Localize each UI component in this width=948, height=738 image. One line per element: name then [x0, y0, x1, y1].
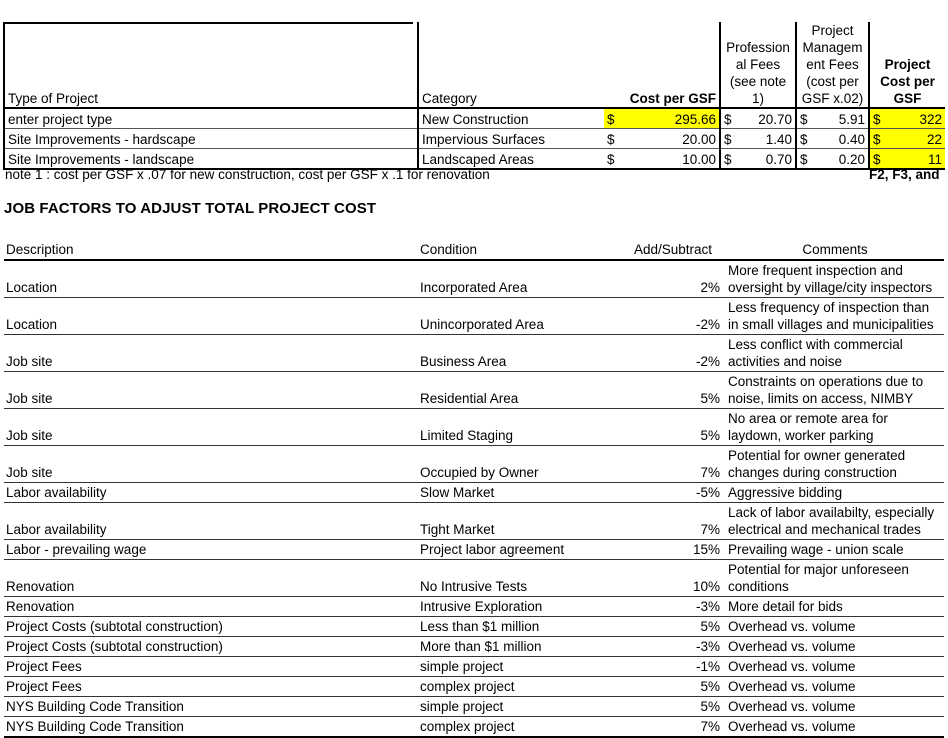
cell-description[interactable]: Labor - prevailing wage: [4, 540, 418, 560]
total-value: 322: [919, 112, 942, 127]
header-condition: Condition: [418, 237, 618, 260]
table-row[interactable]: [4, 560, 944, 597]
table-row[interactable]: [4, 409, 944, 446]
cell-type-of-project[interactable]: enter project type: [4, 108, 418, 129]
prof-value: 20.70: [758, 112, 792, 127]
pm-value: 0.40: [838, 132, 865, 147]
cell-comments[interactable]: Overhead vs. volume: [726, 617, 944, 637]
cell-comments[interactable]: No area or remote area for laydown, worker parking: [726, 409, 944, 446]
cell-description[interactable]: Project Costs (subtotal construction): [4, 637, 418, 657]
cell-condition[interactable]: simple project: [418, 697, 618, 717]
currency-symbol: $: [873, 152, 881, 167]
header-category: [418, 22, 604, 108]
total-line-2: Cost per: [880, 74, 935, 89]
cell-description[interactable]: Job site: [4, 446, 418, 483]
cell-description[interactable]: Renovation: [4, 597, 418, 617]
cell-add-subtract[interactable]: 7%: [618, 446, 726, 483]
cell-project-cost-per-gsf[interactable]: [869, 108, 945, 129]
pm-value: 5.91: [838, 112, 865, 127]
cell-cost-per-gsf[interactable]: [604, 149, 720, 170]
prof-line-2: al Fees: [735, 57, 781, 72]
cell-description[interactable]: Labor availability: [4, 503, 418, 540]
project-cost-table-container: [3, 22, 944, 170]
cell-category[interactable]: Landscaped Areas: [418, 149, 604, 170]
cell-add-subtract[interactable]: 10%: [618, 560, 726, 597]
cell-comments[interactable]: Constraints on operations due to noise, limits on access, NIMBY: [726, 372, 944, 409]
cell-comments[interactable]: Potential for major unforeseen conditions: [726, 560, 944, 597]
header-project-cost-per-gsf: [869, 22, 945, 108]
cell-condition[interactable]: complex project: [418, 677, 618, 697]
header-project-management-fees: [796, 22, 869, 108]
cell-add-subtract[interactable]: 5%: [618, 372, 726, 409]
total-value: 22: [926, 132, 942, 147]
cell-add-subtract[interactable]: 5%: [618, 617, 726, 637]
cell-condition[interactable]: No Intrusive Tests: [418, 560, 618, 597]
cell-category[interactable]: New Construction: [418, 108, 604, 129]
cell-comments[interactable]: Lack of labor availabilty, especially electrical and mechanical trades: [726, 503, 944, 540]
header-project-management-fees-lines: [800, 22, 865, 107]
currency-symbol: $: [607, 112, 615, 127]
cell-condition[interactable]: Occupied by Owner: [418, 446, 618, 483]
cell-project-management-fees[interactable]: [796, 129, 869, 149]
cell-comments[interactable]: Overhead vs. volume: [726, 677, 944, 697]
cell-description[interactable]: Job site: [4, 335, 418, 372]
cell-comments[interactable]: Overhead vs. volume: [726, 657, 944, 677]
pm-line-1: Project: [811, 23, 854, 38]
factors-header-row: [4, 237, 944, 260]
table-row[interactable]: [4, 697, 944, 717]
header-cost-per-gsf: [604, 22, 720, 108]
cell-condition[interactable]: Intrusive Exploration: [418, 597, 618, 617]
cell-description[interactable]: Job site: [4, 372, 418, 409]
cell-project-management-fees[interactable]: [796, 108, 869, 129]
cell-add-subtract[interactable]: -2%: [618, 335, 726, 372]
cell-comments[interactable]: Potential for owner generated changes during construction: [726, 446, 944, 483]
cell-comments[interactable]: More detail for bids: [726, 597, 944, 617]
cell-add-subtract[interactable]: 2%: [618, 260, 726, 298]
cell-project-management-fees[interactable]: [796, 149, 869, 170]
cell-description[interactable]: Location: [4, 260, 418, 298]
total-value: 11: [927, 152, 942, 167]
cell-condition[interactable]: More than $1 million: [418, 637, 618, 657]
cell-comments[interactable]: Overhead vs. volume: [726, 697, 944, 717]
table-row[interactable]: [4, 657, 944, 677]
cell-add-subtract[interactable]: 5%: [618, 677, 726, 697]
cell-add-subtract[interactable]: -3%: [618, 637, 726, 657]
cell-description[interactable]: Location: [4, 298, 418, 335]
table-row[interactable]: [4, 637, 944, 657]
currency-symbol: $: [873, 132, 881, 147]
cell-comments[interactable]: Less conflict with commercial activities and noise: [726, 335, 944, 372]
cell-condition[interactable]: Tight Market: [418, 503, 618, 540]
currency-symbol: $: [800, 112, 808, 127]
currency-symbol: $: [724, 152, 732, 167]
cell-description[interactable]: Project Costs (subtotal construction): [4, 617, 418, 637]
job-factors-table: [4, 237, 944, 738]
header-cost-per-gsf-label: Cost per GSF: [629, 91, 716, 106]
cell-condition[interactable]: Business Area: [418, 335, 618, 372]
table-row[interactable]: [4, 335, 944, 372]
cell-comments[interactable]: Overhead vs. volume: [726, 717, 944, 738]
cost-value: 10.00: [682, 152, 716, 167]
cell-description[interactable]: Project Fees: [4, 657, 418, 677]
header-professional-fees-lines: [724, 39, 792, 107]
project-cost-table: [3, 22, 945, 170]
header-project-cost-per-gsf-lines: [873, 56, 942, 107]
currency-symbol: $: [800, 152, 808, 167]
header-type-of-project-label: Type of Project: [8, 91, 99, 106]
cell-condition[interactable]: Slow Market: [418, 483, 618, 503]
header-add-subtract: Add/Subtract: [618, 237, 726, 260]
prof-line-4: 1): [751, 91, 764, 106]
cell-type-of-project[interactable]: Site Improvements - landscape: [4, 149, 418, 170]
cell-project-cost-per-gsf[interactable]: [869, 129, 945, 149]
currency-symbol: $: [607, 132, 615, 147]
currency-symbol: $: [607, 152, 615, 167]
header-category-label: Category: [422, 91, 477, 106]
cell-comments[interactable]: Less frequency of inspection than in small villages and municipalities: [726, 298, 944, 335]
cell-add-subtract[interactable]: 7%: [618, 503, 726, 540]
cell-add-subtract[interactable]: 7%: [618, 717, 726, 738]
cell-type-of-project[interactable]: Site Improvements - hardscape: [4, 129, 418, 149]
currency-symbol: $: [800, 132, 808, 147]
cell-condition[interactable]: complex project: [418, 717, 618, 738]
cell-professional-fees[interactable]: [720, 149, 796, 170]
table-row[interactable]: [4, 260, 944, 298]
cell-category[interactable]: Impervious Surfaces: [418, 129, 604, 149]
cell-condition[interactable]: simple project: [418, 657, 618, 677]
page-title: JOB FACTORS TO ADJUST TOTAL PROJECT COST: [4, 200, 377, 217]
pm-line-3: ent Fees: [806, 57, 859, 72]
cell-add-subtract[interactable]: -5%: [618, 483, 726, 503]
cell-description[interactable]: Labor availability: [4, 483, 418, 503]
header-type-of-project: [4, 22, 418, 108]
header-comments: Comments: [726, 237, 944, 260]
prof-line-3: (see note: [729, 74, 787, 89]
cell-project-cost-per-gsf[interactable]: [869, 149, 945, 170]
cell-add-subtract[interactable]: -1%: [618, 657, 726, 677]
pm-line-4: (cost per: [806, 74, 859, 89]
cell-condition[interactable]: Limited Staging: [418, 409, 618, 446]
pm-line-2: Managem: [802, 40, 863, 55]
cell-add-subtract[interactable]: -3%: [618, 597, 726, 617]
table-row[interactable]: [4, 503, 944, 540]
cell-description[interactable]: NYS Building Code Transition: [4, 697, 418, 717]
table-row[interactable]: [4, 298, 944, 335]
total-line-1: Project: [884, 57, 931, 72]
job-factors-table-container: [4, 237, 944, 738]
cell-comments[interactable]: More frequent inspection and oversight by village/city inspectors: [726, 260, 944, 298]
table-row[interactable]: [4, 149, 945, 170]
cell-condition[interactable]: Project labor agreement: [418, 540, 618, 560]
pm-value: 0.20: [838, 152, 865, 167]
header-professional-fees: [720, 22, 796, 108]
cell-description[interactable]: Renovation: [4, 560, 418, 597]
cell-cost-per-gsf[interactable]: [604, 108, 720, 129]
cell-add-subtract[interactable]: 5%: [618, 409, 726, 446]
factors-table-body: [4, 260, 944, 737]
currency-symbol: $: [724, 132, 732, 147]
table-row[interactable]: [4, 446, 944, 483]
pm-line-5: GSF x.02): [801, 91, 864, 106]
cell-add-subtract[interactable]: 5%: [618, 697, 726, 717]
cell-comments[interactable]: Prevailing wage - union scale: [726, 540, 944, 560]
table-row[interactable]: [4, 617, 944, 637]
cell-cost-per-gsf[interactable]: [604, 129, 720, 149]
cell-add-subtract[interactable]: -2%: [618, 298, 726, 335]
table-row[interactable]: [4, 129, 945, 149]
cell-add-subtract[interactable]: 15%: [618, 540, 726, 560]
cell-condition[interactable]: Incorporated Area: [418, 260, 618, 298]
cost-table-note: note 1 : cost per GSF x .07 for new construction, cost per GSF x .1 for renovation: [5, 167, 490, 182]
cell-professional-fees[interactable]: [720, 108, 796, 129]
cell-condition[interactable]: Residential Area: [418, 372, 618, 409]
table-row[interactable]: [4, 372, 944, 409]
table-row[interactable]: [4, 540, 944, 560]
cost-value: 295.66: [674, 112, 716, 127]
prof-line-1: Profession: [726, 40, 790, 55]
cell-condition[interactable]: Less than $1 million: [418, 617, 618, 637]
cell-comments[interactable]: Overhead vs. volume: [726, 637, 944, 657]
currency-symbol: $: [724, 112, 732, 127]
cost-value: 20.00: [682, 132, 716, 147]
table-row[interactable]: [4, 597, 944, 617]
table-row[interactable]: [4, 717, 944, 738]
table-row[interactable]: [4, 108, 945, 129]
cell-comments[interactable]: Aggressive bidding: [726, 483, 944, 503]
cell-condition[interactable]: Unincorporated Area: [418, 298, 618, 335]
prof-value: 0.70: [765, 152, 792, 167]
cell-professional-fees[interactable]: [720, 129, 796, 149]
table-row[interactable]: [4, 677, 944, 697]
currency-symbol: $: [873, 112, 881, 127]
cell-description[interactable]: NYS Building Code Transition: [4, 717, 418, 738]
total-line-3: GSF: [893, 91, 922, 106]
header-description: Description: [4, 237, 418, 260]
table-row[interactable]: [4, 483, 944, 503]
prof-value: 1.40: [765, 132, 792, 147]
cost-table-note-right: F2, F3, and: [869, 167, 940, 182]
cell-description[interactable]: Project Fees: [4, 677, 418, 697]
cost-table-header-row: [4, 22, 945, 108]
cell-description[interactable]: Job site: [4, 409, 418, 446]
